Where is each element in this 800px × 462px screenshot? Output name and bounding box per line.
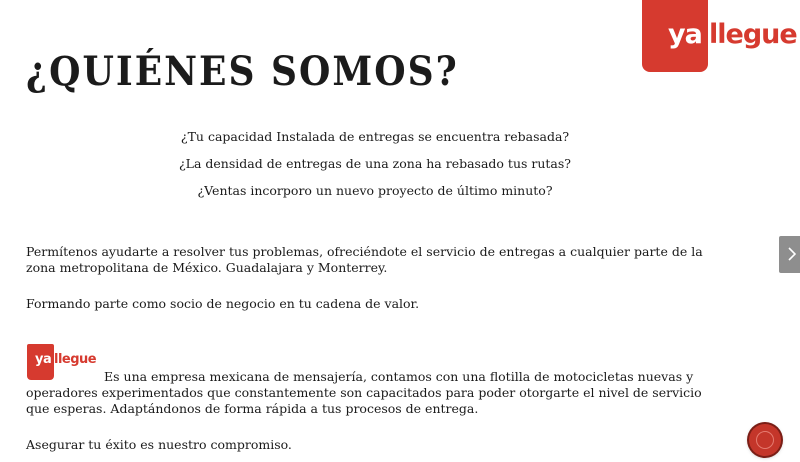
logo-llegue-text: llegue [709, 19, 797, 50]
questions-block [0, 123, 750, 204]
question-1: ¿Tu capacidad Instalada de entregas se encuentra rebasada? [180, 129, 570, 144]
question-3: ¿Ventas incorporo un nuevo proyecto de último minuto? [197, 183, 553, 198]
question-2: ¿La densidad de entregas de una zona ha rebasado tus rutas? [178, 156, 572, 171]
commitment-paragraph: Asegurar tu éxito es nuestro compromiso. [26, 437, 292, 452]
brand-logo[interactable] [642, 0, 800, 72]
chevron-right-icon [788, 247, 796, 261]
partner-paragraph: Formando parte como socio de negocio en tu cadena de valor. [26, 296, 420, 311]
page-title: ¿QUIÉNES SOMOS? [26, 48, 459, 96]
inline-logo-llegue-text: llegue [54, 352, 97, 367]
logo-ya-text: ya [668, 19, 702, 50]
company-description: Es una empresa mexicana de mensajería, contamos con una flotilla de motocicletas nuevas y operadores experimentados que constantemente son capacitados para poder otorgarte el nivel de servicio que esperas. Adaptándonos de forma rápida a tus procesos de entrega. [26, 369, 702, 416]
inline-logo-ya-text: ya [35, 352, 52, 367]
next-slide-button[interactable] [779, 236, 800, 273]
floating-action-button[interactable] [749, 424, 781, 456]
circle-button-icon [756, 431, 774, 449]
intro-paragraph: Permítenos ayudarte a resolver tus problemas, ofreciéndote el servicio de entregas a cualquier parte de la zona metropolitana de México. Guadalajara y Monterrey. [26, 244, 703, 275]
